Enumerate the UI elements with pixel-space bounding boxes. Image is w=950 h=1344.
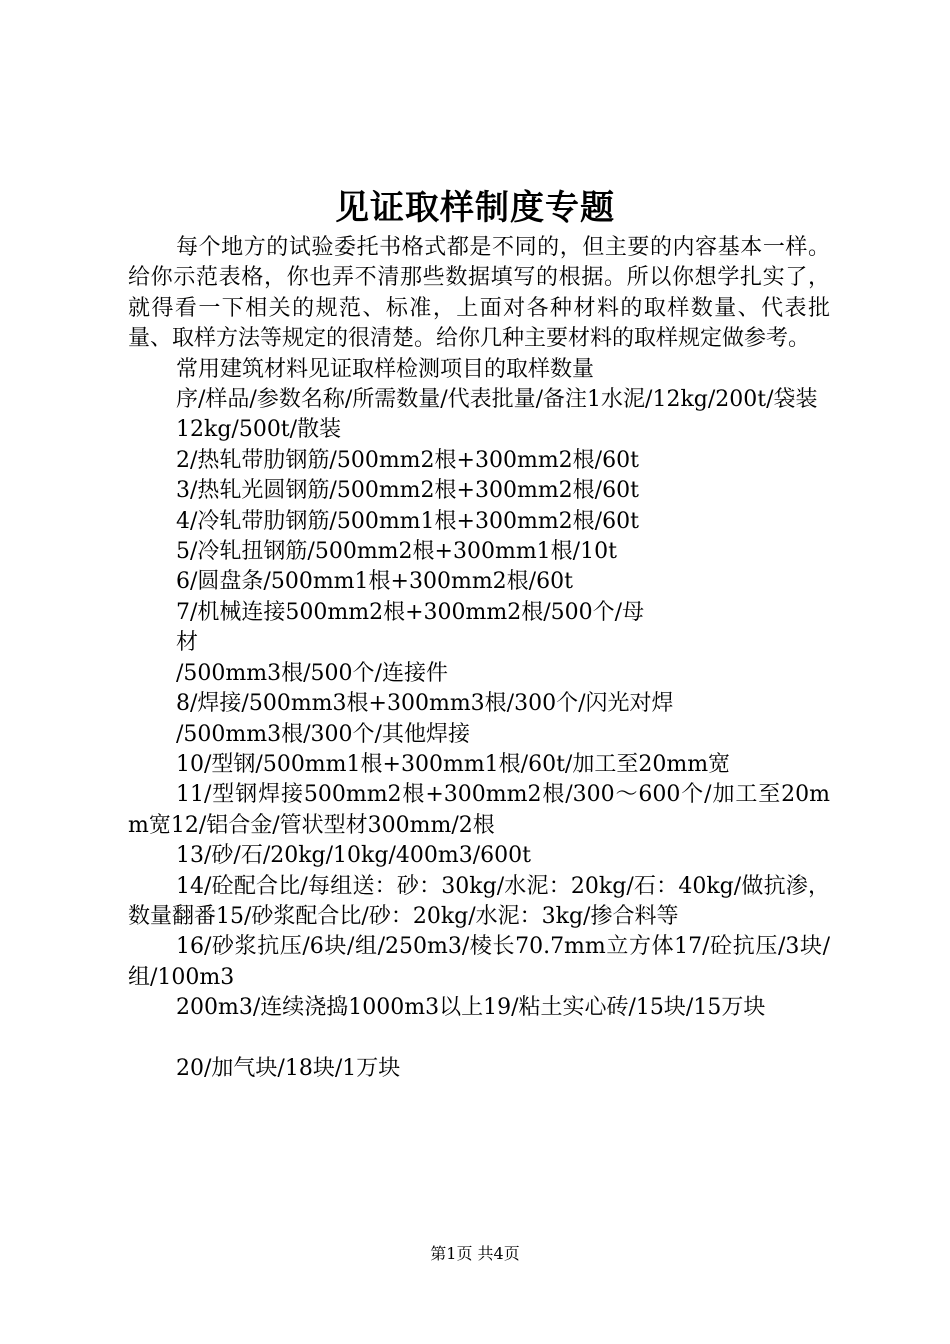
list-item: /500mm3根/500个/连接件: [176, 660, 448, 686]
document-body: [128, 233, 830, 1084]
list-item: 7/机械连接500mm2根+300mm2根/500个/母: [176, 599, 645, 625]
list-item: 13/砂/石/20kg/10kg/400m3/600t: [176, 843, 531, 869]
list-item: 5/冷轧扭钢筋/500mm2根+300mm1根/10t: [176, 539, 617, 565]
list-item: 16/砂浆抗压/6块/组/250m3/棱长70.7mm立方体17/砼抗压/3块/组/100m3: [128, 934, 830, 990]
section-heading: 常用建筑材料见证取样检测项目的取样数量: [176, 356, 595, 382]
list-item: 10/型钢/500mm1根+300mm1根/60t/加工至20mm宽: [176, 751, 731, 777]
list-item: 序/样品/参数名称/所需数量/代表批量/备注1水泥/12kg/200t/袋装: [176, 387, 818, 413]
document-title: 见证取样制度专题: [335, 188, 615, 228]
intro-paragraph: 每个地方的试验委托书格式都是不同的，但主要的内容基本一样。给你示范表格，你也弄不清那些数据填写的根据。所以你想学扎实了，就得看一下相关的规范、标准，上面对各种材料的取样数量、代表批量、取样方法等规定的很清楚。给你几种主要材料的取样规定做参考。: [128, 235, 830, 352]
list-item: 12kg/500t/散装: [176, 417, 342, 443]
list-item: 200m3/连续浇捣1000m3以上19/粘土实心砖/15块/15万块: [176, 995, 766, 1021]
list-item: /500mm3根/300个/其他焊接: [176, 721, 470, 747]
list-item: 3/热轧光圆钢筋/500mm2根+300mm2根/60t: [176, 478, 639, 504]
list-item: 4/冷轧带肋钢筋/500mm1根+300mm2根/60t: [176, 508, 639, 534]
list-item: 6/圆盘条/500mm1根+300mm2根/60t: [176, 569, 573, 595]
paragraph-spacer: [128, 1024, 830, 1054]
list-item: 材: [176, 630, 199, 656]
list-item: 8/焊接/500mm3根+300mm3根/300个/闪光对焊: [176, 691, 674, 717]
list-item: 11/型钢焊接500mm2根+300mm2根/300～600个/加工至20mm宽12/铝合金/管状型材300mm/2根: [128, 782, 830, 838]
list-item: 14/砼配合比/每组送：砂：30kg/水泥：20kg/石：40kg/做抗渗，数量翻番15/砂浆配合比/砂：20kg/水泥：3kg/掺合料等: [128, 873, 830, 929]
list-item: 20/加气块/18块/1万块: [176, 1055, 401, 1081]
list-item: 2/热轧带肋钢筋/500mm2根+300mm2根/60t: [176, 447, 639, 473]
page-footer: 第1页 共4页: [430, 1244, 520, 1263]
